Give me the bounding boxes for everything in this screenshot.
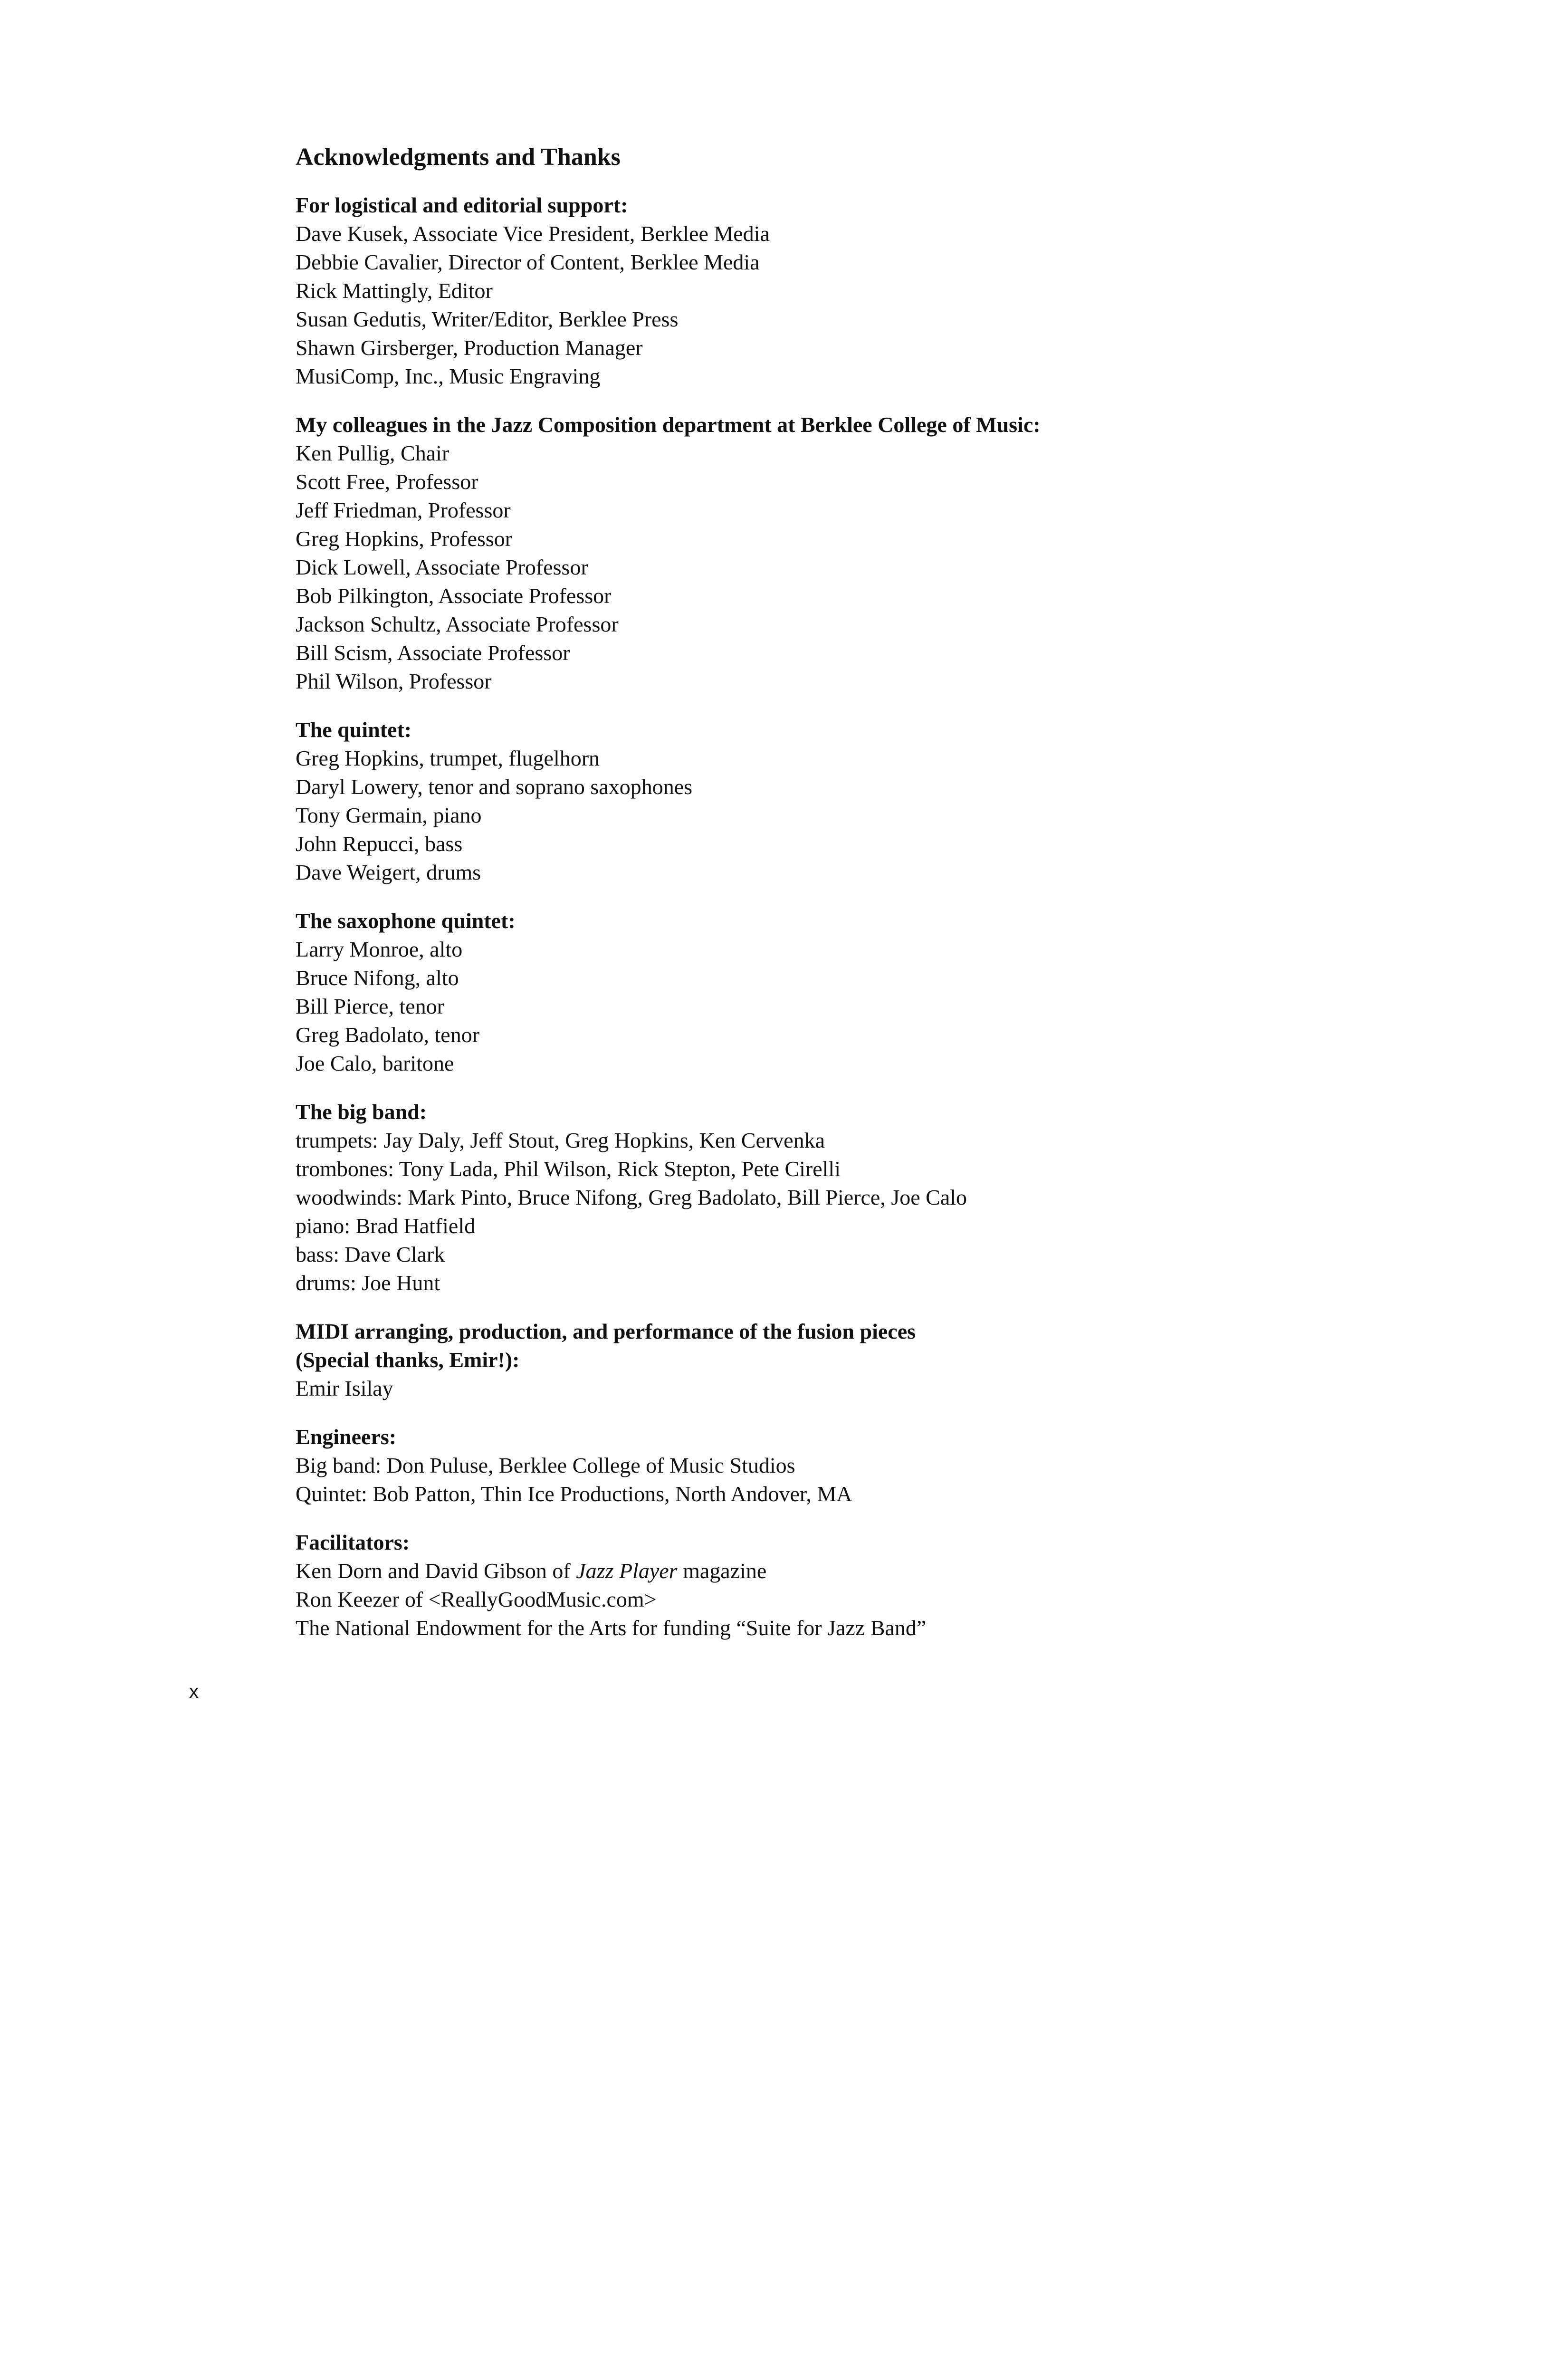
section-heading: For logistical and editorial support:	[296, 193, 628, 218]
section-heading-continued: (Special thanks, Emir!):	[296, 1348, 520, 1372]
list-item: Susan Gedutis, Writer/Editor, Berklee Press	[296, 307, 679, 332]
list-item: Jackson Schultz, Associate Professor	[296, 612, 619, 637]
section-logistical-support	[296, 191, 1483, 391]
list-item: Ken Pullig, Chair	[296, 441, 449, 466]
page-number: x	[189, 1681, 199, 1702]
section-heading: The quintet:	[296, 718, 412, 742]
list-item: The National Endowment for the Arts for funding “Suite for Jazz Band”	[296, 1616, 927, 1640]
list-item: woodwinds: Mark Pinto, Bruce Nifong, Greg Badolato, Bill Pierce, Joe Calo	[296, 1185, 967, 1210]
list-item: Greg Hopkins, Professor	[296, 527, 513, 551]
list-item: Tony Germain, piano	[296, 803, 482, 828]
list-item: Greg Hopkins, trumpet, flugelhorn	[296, 746, 600, 771]
section-heading: Facilitators:	[296, 1530, 410, 1555]
list-item: bass: Dave Clark	[296, 1242, 445, 1267]
list-item: MusiComp, Inc., Music Engraving	[296, 364, 601, 389]
list-item: Debbie Cavalier, Director of Content, Berklee Media	[296, 250, 760, 275]
section-heading: Engineers:	[296, 1425, 397, 1449]
list-item: Greg Badolato, tenor	[296, 1023, 480, 1047]
list-item: Scott Free, Professor	[296, 469, 478, 494]
page-title: Acknowledgments and Thanks	[296, 144, 621, 171]
text-prefix: Ken Dorn and David Gibson of	[296, 1559, 576, 1583]
list-item: Big band: Don Puluse, Berklee College of Music Studios	[296, 1453, 795, 1478]
list-item: Bill Pierce, tenor	[296, 994, 444, 1019]
list-item: Bill Scism, Associate Professor	[296, 641, 570, 665]
section-engineers	[296, 1423, 1483, 1508]
section-heading: The saxophone quintet:	[296, 909, 516, 933]
list-item: Rick Mattingly, Editor	[296, 278, 493, 303]
list-item: Phil Wilson, Professor	[296, 669, 492, 694]
list-item	[296, 1557, 1483, 1585]
magazine-title: Jazz Player	[576, 1559, 678, 1583]
list-item: Bruce Nifong, alto	[296, 966, 459, 990]
section-heading: MIDI arranging, production, and performance of the fusion pieces	[296, 1319, 916, 1344]
list-item: piano: Brad Hatfield	[296, 1214, 476, 1238]
section-heading: The big band:	[296, 1100, 427, 1124]
list-item: Emir Isilay	[296, 1376, 393, 1401]
text-suffix: magazine	[677, 1559, 767, 1583]
list-item: trumpets: Jay Daly, Jeff Stout, Greg Hopkins, Ken Cervenka	[296, 1128, 825, 1153]
list-item: Dave Kusek, Associate Vice President, Berklee Media	[296, 221, 770, 246]
section-midi	[296, 1317, 1483, 1403]
list-item: Larry Monroe, alto	[296, 937, 463, 962]
list-item: Quintet: Bob Patton, Thin Ice Productions, North Andover, MA	[296, 1482, 852, 1506]
list-item: Bob Pilkington, Associate Professor	[296, 584, 612, 608]
list-item: John Repucci, bass	[296, 832, 463, 856]
section-big-band	[296, 1098, 1483, 1297]
list-item: Jeff Friedman, Professor	[296, 498, 511, 523]
section-quintet	[296, 716, 1483, 887]
page-content	[296, 143, 1483, 1662]
list-item: Joe Calo, baritone	[296, 1051, 454, 1076]
list-item: Shawn Girsberger, Production Manager	[296, 335, 643, 360]
list-item: Dave Weigert, drums	[296, 860, 481, 885]
section-colleagues	[296, 411, 1483, 696]
section-heading: My colleagues in the Jazz Composition department at Berklee College of Music:	[296, 412, 1041, 437]
list-item: trombones: Tony Lada, Phil Wilson, Rick Stepton, Pete Cirelli	[296, 1157, 841, 1181]
list-item: drums: Joe Hunt	[296, 1271, 440, 1295]
section-facilitators	[296, 1528, 1483, 1642]
section-saxophone-quintet	[296, 907, 1483, 1078]
list-item: Dick Lowell, Associate Professor	[296, 555, 588, 580]
list-item: Ron Keezer of <ReallyGoodMusic.com>	[296, 1587, 657, 1612]
list-item: Daryl Lowery, tenor and soprano saxophones	[296, 775, 693, 799]
